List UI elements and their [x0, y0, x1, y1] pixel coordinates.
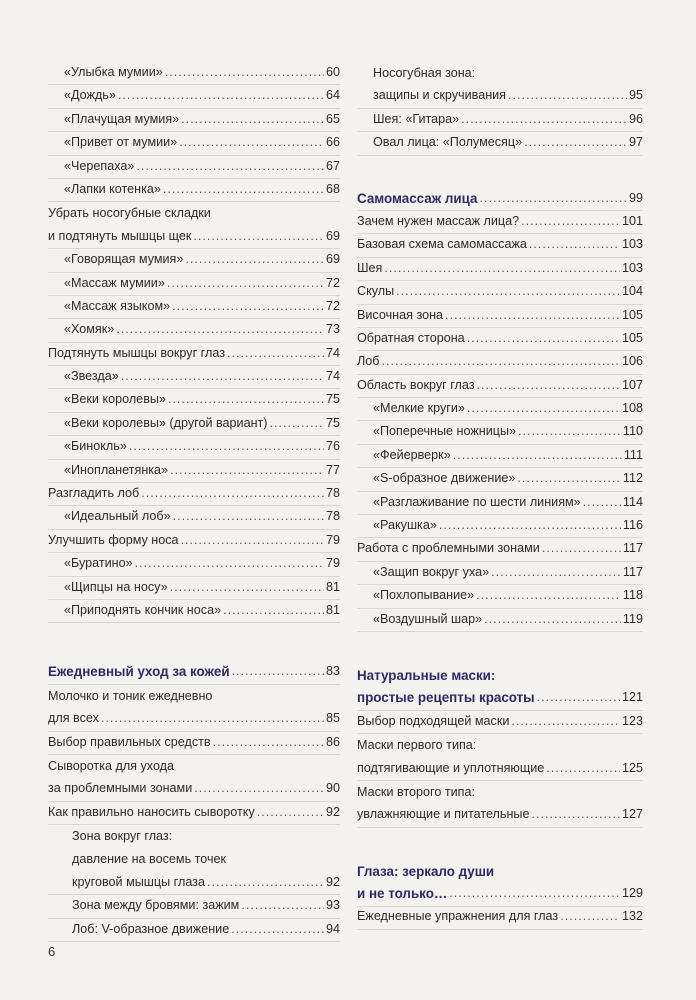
toc-entry [48, 179, 340, 202]
toc-entry [48, 436, 340, 459]
toc-entry-title: Область вокруг глаз [357, 377, 475, 392]
toc-entry [357, 515, 643, 538]
dot-leader [537, 686, 620, 709]
toc-entry-page: 127 [621, 807, 643, 822]
dot-leader [396, 280, 620, 303]
toc-entry [48, 343, 340, 366]
toc-entry [48, 895, 340, 918]
dot-leader [524, 131, 627, 154]
toc-entry-title: «Звезда» [64, 369, 119, 384]
toc-entry-title: «Разглаживание по шести линиям» [373, 494, 581, 509]
toc-entry-title: «Улыбка мумии» [64, 64, 163, 79]
toc-entry-page: 92 [325, 874, 340, 889]
dot-leader [129, 435, 324, 458]
toc-entry-page: 103 [621, 237, 643, 252]
toc-entry-title: «Массаж мумии» [64, 275, 165, 290]
toc-entry-title: и подтянуть мышцы щек [48, 228, 192, 243]
toc-entry [48, 506, 340, 529]
toc-entry-title: «Веки королевы» (другой вариант) [64, 415, 268, 430]
toc-entry-page: 90 [325, 781, 340, 796]
toc-entry-page: 65 [325, 111, 340, 126]
toc-section-heading [357, 883, 643, 906]
dot-leader [231, 918, 324, 941]
toc-entry-title: Зона между бровями: зажим [72, 898, 240, 913]
dot-leader [241, 894, 324, 917]
toc-entry-page: 108 [621, 401, 643, 416]
toc-entry [357, 234, 643, 257]
toc-entry-title: круговой мышцы глаза [72, 874, 205, 889]
dot-leader [193, 225, 324, 248]
toc-entry-title: Работа с проблемными зонами [357, 541, 540, 556]
dot-leader [542, 537, 621, 560]
toc-entry [48, 919, 340, 942]
dot-leader [518, 420, 621, 443]
toc-entry-title: «Воздушный шар» [373, 611, 483, 626]
toc-entry-page: 79 [325, 532, 340, 547]
toc-entry-title: и не только… [357, 886, 448, 902]
dot-leader [136, 155, 324, 178]
toc-section-heading [357, 188, 643, 211]
toc-entry-title: Височная зона [357, 307, 444, 322]
toc-entry-page: 92 [325, 804, 340, 819]
toc-entry [357, 758, 643, 781]
toc-entry [48, 685, 340, 708]
dot-leader [167, 272, 324, 295]
toc-entry-title: «Дождь» [64, 88, 116, 103]
dot-leader [511, 710, 620, 733]
toc-entry-page: 77 [325, 462, 340, 477]
toc-entry-title: Глаза: зеркало души [357, 863, 495, 879]
toc-entry-page: 132 [621, 909, 643, 924]
toc-entry-title: «Мелкие круги» [373, 401, 465, 416]
toc-entry-page: 116 [622, 518, 643, 533]
toc-entry-page: 97 [628, 135, 643, 150]
toc-entry-title: Выбор подходящей маски [357, 713, 510, 728]
toc-entry-title: «Веки королевы» [64, 392, 166, 407]
dot-leader [521, 210, 620, 233]
toc-entry [48, 530, 340, 553]
toc-entry-title: Натуральные маски: [357, 667, 496, 683]
toc-entry [357, 609, 643, 632]
toc-entry-title: Скулы [357, 284, 395, 299]
toc-entry [48, 62, 340, 85]
toc-entry-title: давление на восемь точек [72, 852, 227, 867]
section-gap [357, 828, 643, 860]
dot-leader [118, 84, 324, 107]
toc-entry-title: Зачем нужен массаж лица? [357, 213, 520, 228]
toc-entry [48, 319, 340, 342]
toc-entry-title: «Лапки котенка» [64, 181, 161, 196]
toc-entry-title: Маски первого типа: [357, 738, 477, 753]
page-number: 6 [48, 944, 56, 959]
toc-entry-page: 66 [325, 135, 340, 150]
toc-entry-page: 69 [325, 252, 340, 267]
toc-entry [48, 202, 340, 225]
dot-leader [560, 905, 620, 928]
dot-leader [181, 529, 324, 552]
dot-leader [170, 459, 324, 482]
toc-entry [48, 872, 340, 895]
toc-entry-page: 75 [325, 415, 340, 430]
section-gap [48, 623, 340, 661]
toc-entry-page: 86 [325, 734, 340, 749]
toc-entry-title: «Плачущая мумия» [64, 111, 180, 126]
dot-leader [207, 871, 324, 894]
toc-entry [48, 849, 340, 872]
dot-leader [270, 412, 324, 435]
toc-entry-title: Шея: «Гитара» [373, 111, 460, 126]
toc-entry-page: 114 [622, 494, 643, 509]
toc-entry [357, 421, 643, 444]
toc-entry-page: 101 [621, 213, 643, 228]
toc-entry-title: Выбор правильных средств [48, 734, 211, 749]
toc-entry-title: Ежедневный уход за кожей [48, 664, 230, 680]
toc-entry [357, 907, 643, 930]
dot-leader [257, 801, 324, 824]
dot-leader [531, 803, 620, 826]
section-gap [357, 156, 643, 188]
dot-leader [181, 108, 324, 131]
dot-leader [476, 584, 621, 607]
dot-leader [135, 552, 324, 575]
dot-leader [449, 882, 620, 905]
section-gap [357, 632, 643, 664]
toc-entry-title: «Бинокль» [64, 439, 127, 454]
toc-entry [48, 109, 340, 132]
toc-entry-page: 117 [622, 564, 643, 579]
toc-entry [48, 778, 340, 801]
toc-entry-page: 60 [325, 64, 340, 79]
toc-entry-title: Ежедневные упражнения для глаз [357, 909, 559, 924]
toc-entry-title: «Хомяк» [64, 322, 115, 337]
toc-entry-page: 69 [325, 228, 340, 243]
toc-entry [48, 132, 340, 155]
toc-section-heading [357, 860, 643, 883]
toc-entry [357, 85, 643, 108]
toc-entry-title: Сыворотка для ухода [48, 758, 175, 773]
toc-entry [48, 226, 340, 249]
dot-leader [484, 608, 621, 631]
dot-leader [172, 295, 324, 318]
toc-entry [357, 258, 643, 281]
toc-entry [357, 281, 643, 304]
toc-entry [357, 734, 643, 757]
toc-entry [48, 85, 340, 108]
toc-entry-title: Разгладить лоб [48, 486, 140, 501]
toc-entry-title: «Ракушка» [373, 518, 437, 533]
toc-entry-page: 96 [628, 111, 643, 126]
toc-entry [48, 553, 340, 576]
toc-entry-title: «Защип вокруг уха» [373, 564, 490, 579]
toc-entry-page: 72 [325, 275, 340, 290]
toc-entry-title: «S-образное движение» [373, 471, 516, 486]
dot-leader [491, 561, 621, 584]
toc-entry [357, 804, 643, 827]
toc-entry-title: Маски второго типа: [357, 784, 475, 799]
toc-entry [48, 273, 340, 296]
toc-entry-page: 79 [325, 556, 340, 571]
toc-entry-title: «Привет от мумии» [64, 135, 178, 150]
toc-entry [357, 375, 643, 398]
toc-entry-title: за проблемными зонами [48, 781, 193, 796]
dot-leader [381, 350, 620, 373]
toc-entry-title: подтягивающие и уплотняющие [357, 760, 545, 775]
toc-entry-page: 72 [325, 298, 340, 313]
toc-entry-title: «Идеальный лоб» [64, 509, 171, 524]
dot-leader [185, 248, 324, 271]
toc-entry [357, 305, 643, 328]
dot-leader [179, 131, 324, 154]
dot-leader [467, 327, 620, 350]
toc-entry [48, 389, 340, 412]
dot-leader [227, 342, 324, 365]
dot-leader [165, 61, 324, 84]
toc-entry [357, 585, 643, 608]
toc-entry-page: 105 [621, 307, 643, 322]
toc-entry [48, 460, 340, 483]
dot-leader [168, 388, 324, 411]
toc-entry-title: Овал лица: «Полумесяц» [373, 135, 523, 150]
dot-leader [141, 482, 324, 505]
toc-entry [48, 825, 340, 848]
dot-leader [453, 444, 622, 467]
toc-section-heading [357, 687, 643, 710]
toc-entry [357, 351, 643, 374]
toc-entry-page: 129 [621, 886, 643, 901]
toc-entry-page: 104 [621, 284, 643, 299]
toc-entry-page: 78 [325, 486, 340, 501]
toc-entry [48, 802, 340, 825]
dot-leader [517, 467, 621, 490]
toc-entry-page: 107 [621, 377, 643, 392]
toc-entry [357, 398, 643, 421]
toc-entry [357, 781, 643, 804]
toc-entry [48, 600, 340, 623]
toc-entry-title: Как правильно наносить сыворотку [48, 804, 255, 819]
toc-entry-page: 74 [325, 345, 340, 360]
dot-leader [194, 777, 324, 800]
toc-entry [48, 483, 340, 506]
dot-leader [529, 233, 620, 256]
toc-entry-page: 119 [622, 611, 643, 626]
toc-entry-title: «Массаж языком» [64, 298, 171, 313]
toc-entry-title: Убрать носогубные складки [48, 206, 211, 221]
toc-entry-page: 105 [621, 330, 643, 345]
toc-entry-title: Подтянуть мышцы вокруг глаз [48, 345, 225, 360]
toc-entry-title: Зона вокруг глаз: [72, 829, 173, 844]
toc-entry-page: 111 [623, 447, 643, 462]
dot-leader [223, 599, 324, 622]
toc-entry-page: 64 [325, 88, 340, 103]
toc-entry-page: 106 [621, 354, 643, 369]
toc-entry [357, 711, 643, 734]
dot-leader [508, 84, 627, 107]
toc-entry [357, 468, 643, 491]
toc-entry [357, 328, 643, 351]
toc-entry [48, 577, 340, 600]
dot-leader [439, 514, 621, 537]
toc-column-left [48, 62, 340, 942]
dot-leader [121, 365, 324, 388]
toc-entry-page: 81 [325, 602, 340, 617]
dot-leader [546, 757, 620, 780]
dot-leader [163, 178, 324, 201]
toc-entry [48, 755, 340, 778]
toc-entry [48, 732, 340, 755]
dot-leader [170, 576, 324, 599]
toc-entry-title: «Поперечные ножницы» [373, 424, 517, 439]
toc-column-right [357, 62, 643, 930]
toc-entry-title: «Щипцы на носу» [64, 579, 168, 594]
toc-entry-page: 110 [622, 424, 643, 439]
dot-leader [467, 397, 620, 420]
dot-leader [384, 257, 620, 280]
toc-entry [48, 413, 340, 436]
toc-section-heading [48, 661, 340, 684]
toc-entry [48, 156, 340, 179]
dot-leader [461, 108, 627, 131]
dot-leader [232, 660, 324, 683]
toc-entry-title: «Черепаха» [64, 158, 135, 173]
dot-leader [480, 187, 627, 210]
toc-entry [48, 249, 340, 272]
toc-entry-page: 81 [325, 579, 340, 594]
toc-entry-title: увлажняющие и питательные [357, 807, 530, 822]
toc-entry [48, 296, 340, 319]
toc-entry-title: Молочко и тоник ежедневно [48, 688, 213, 703]
toc-entry-page: 76 [325, 439, 340, 454]
toc-entry-title: защипы и скручивания [373, 88, 507, 103]
toc-entry-page: 68 [325, 181, 340, 196]
toc-entry-page: 94 [325, 921, 340, 936]
toc-entry-title: Носогубная зона: [373, 65, 476, 80]
toc-entry-page: 83 [325, 664, 340, 679]
toc-section-heading [357, 664, 643, 687]
toc-entry [357, 445, 643, 468]
toc-entry-title: «Инопланетянка» [64, 462, 169, 477]
dot-leader [583, 491, 621, 514]
toc-entry-page: 73 [325, 322, 340, 337]
toc-entry-page: 93 [325, 898, 340, 913]
toc-entry-page: 75 [325, 392, 340, 407]
dot-leader [477, 374, 620, 397]
toc-entry-title: Шея [357, 260, 383, 275]
toc-entry-page: 103 [621, 260, 643, 275]
toc-entry [357, 538, 643, 561]
toc-entry [48, 366, 340, 389]
toc-entry-page: 125 [621, 760, 643, 775]
toc-entry-title: «Говорящая мумия» [64, 252, 184, 267]
toc-entry-title: «Приподнять кончик носа» [64, 602, 222, 617]
toc-entry-page: 117 [622, 541, 643, 556]
toc-entry-title: Обратная сторона [357, 330, 465, 345]
toc-entry [357, 132, 643, 155]
toc-entry-title: простые рецепты красоты [357, 690, 535, 706]
toc-entry-page: 85 [325, 711, 340, 726]
toc-entry-title: «Похлопывание» [373, 588, 475, 603]
toc-entry-title: «Буратино» [64, 556, 133, 571]
dot-leader [173, 505, 324, 528]
toc-entry-page: 78 [325, 509, 340, 524]
toc-entry [357, 562, 643, 585]
toc-entry-page: 74 [325, 369, 340, 384]
dot-leader [116, 318, 324, 341]
toc-entry [357, 211, 643, 234]
toc-entry [357, 62, 643, 85]
toc-entry-page: 112 [622, 471, 643, 486]
toc-entry [357, 492, 643, 515]
toc-entry-page: 121 [621, 690, 643, 705]
dot-leader [445, 304, 620, 327]
dot-leader [213, 731, 324, 754]
toc-entry-page: 67 [325, 158, 340, 173]
toc-entry-title: Самомассаж лица [357, 190, 478, 206]
toc-entry-title: Лоб: V-образное движение [72, 921, 230, 936]
toc-entry-page: 123 [621, 713, 643, 728]
toc-entry-page: 95 [628, 88, 643, 103]
toc-entry-title: Лоб [357, 354, 380, 369]
toc-entry-title: Улучшить форму носа [48, 532, 179, 547]
toc-entry-page: 99 [628, 190, 643, 205]
toc-entry-title: Базовая схема самомассажа [357, 237, 527, 252]
dot-leader [101, 707, 324, 730]
toc-entry-title: для всех [48, 711, 99, 726]
toc-entry-title: «Фейерверк» [373, 447, 451, 462]
toc-entry-page: 118 [622, 588, 643, 603]
toc-entry [357, 109, 643, 132]
toc-entry [48, 708, 340, 731]
